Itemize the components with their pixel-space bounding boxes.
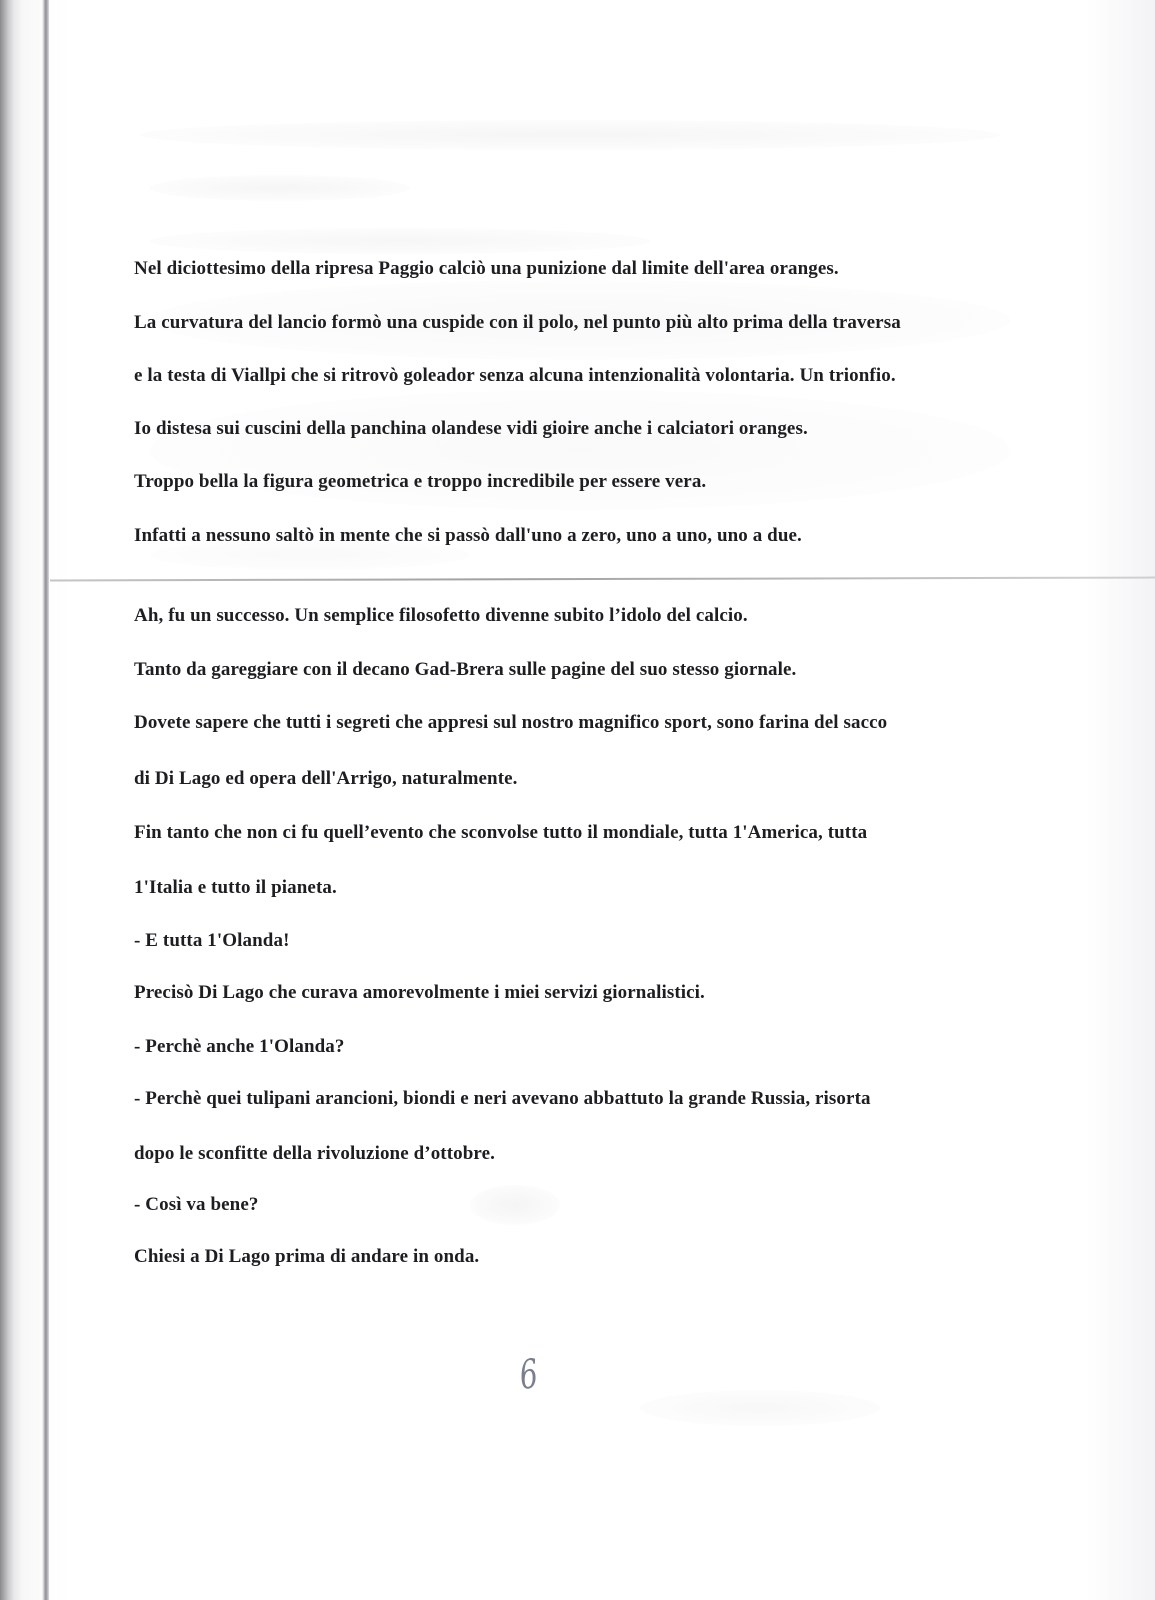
paragraph-line: - E tutta 1'Olanda!: [134, 930, 290, 951]
show-through-smudge: [150, 228, 650, 254]
paragraph-line: Troppo bella la figura geometrica e troppo incredibile per essere vera.: [134, 471, 707, 492]
paragraph-line: Fin tanto che non ci fu quell’evento che sconvolse tutto il mondiale, tutta 1'America, tutta: [134, 822, 868, 843]
binding-crease: [42, 0, 49, 1600]
paragraph-line: 1'Italia e tutto il pianeta.: [134, 877, 337, 898]
binding-shadow: [0, 0, 58, 1600]
paragraph-line: Chiesi a Di Lago prima di andare in onda.: [134, 1246, 480, 1267]
paragraph-line: e la testa di Viallpi che si ritrovò goleador senza alcuna intenzionalità volontaria. Un trionfio.: [134, 365, 896, 386]
fold-line: [50, 577, 1155, 582]
paragraph-line: di Di Lago ed opera dell'Arrigo, naturalmente.: [134, 768, 518, 789]
paragraph-line: Infatti a nessuno saltò in mente che si passò dall'uno a zero, uno a uno, uno a due.: [134, 525, 802, 546]
paragraph-line: Tanto da gareggiare con il decano Gad-Brera sulle pagine del suo stesso giornale.: [134, 659, 797, 680]
paragraph-line: - Perchè anche 1'Olanda?: [134, 1036, 345, 1057]
paragraph-line: La curvatura del lancio formò una cuspide con il polo, nel punto più alto prima della traversa: [134, 312, 901, 333]
paragraph-line: Io distesa sui cuscini della panchina olandese vidi gioire anche i calciatori oranges.: [134, 418, 808, 439]
show-through-smudge: [140, 120, 1000, 150]
paragraph-line: Ah, fu un successo. Un semplice filosofetto divenne subito l’idolo del calcio.: [134, 605, 748, 626]
show-through-smudge: [150, 175, 410, 201]
show-through-smudge: [640, 1390, 880, 1426]
paragraph-line: dopo le sconfitte della rivoluzione d’ottobre.: [134, 1143, 495, 1164]
paragraph-line: Nel diciottesimo della ripresa Paggio calciò una punizione dal limite dell'area oranges.: [134, 258, 839, 279]
paragraph-line: - Così va bene?: [134, 1194, 259, 1215]
paragraph-line: Dovete sapere che tutti i segreti che appresi sul nostro magnifico sport, sono farina del sacco: [134, 712, 888, 733]
paragraph-line: - Perchè quei tulipani arancioni, biondi e neri avevano abbattuto la grande Russia, risorta: [134, 1088, 871, 1109]
show-through-smudge: [470, 1185, 560, 1225]
paragraph-line: Precisò Di Lago che curava amorevolmente i miei servizi giornalistici.: [134, 982, 705, 1003]
handwritten-page-number: 6: [517, 1351, 540, 1399]
